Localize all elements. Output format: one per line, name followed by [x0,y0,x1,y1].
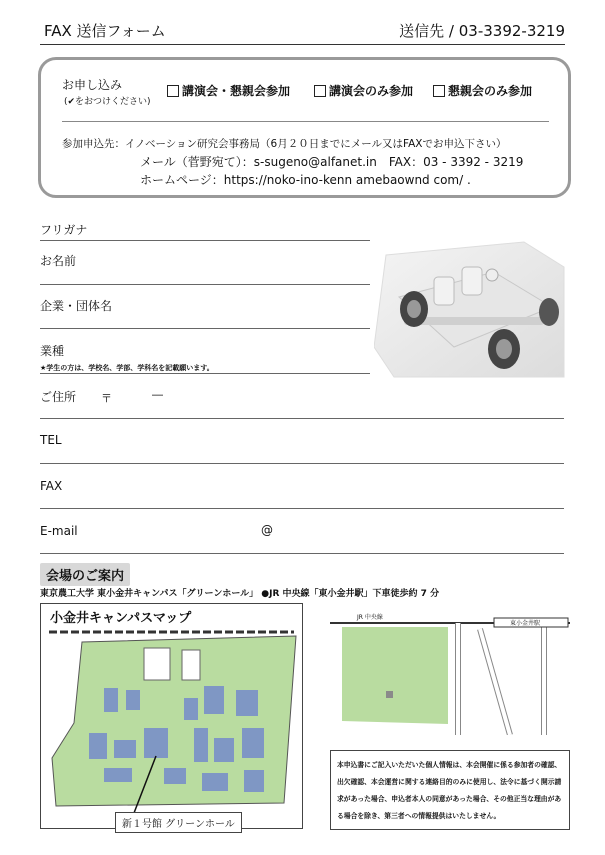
company-line[interactable] [40,328,370,329]
option-label: 講演会・懇親会参加 [182,84,291,98]
email-line[interactable] [40,553,564,554]
company-label: 企業・団体名 [40,299,113,313]
fax-destination: 送信先 / 03-3392-3219 [399,22,565,40]
fax-line[interactable] [40,508,564,509]
option-lecture-only[interactable] [314,82,413,99]
station-label: 東小金井駅 [510,620,541,627]
option-lecture-and-party[interactable] [167,82,290,99]
name-line[interactable] [40,284,370,285]
header-divider [40,44,565,45]
furigana-label: フリガナ [40,223,88,237]
box-divider [62,121,549,122]
industry-label: 業種 [40,344,65,358]
option-party-only[interactable] [433,82,532,99]
contact-line-1: 参加申込先：イノベーション研究会事務局（6月２０日までにメール又はFAXでお申込下さい） [62,138,507,150]
green-hall-callout: 新１号館 グリーンホール [115,812,242,833]
venue-description: 東京農工大学 東小金井キャンパス「グリーンホール」 ●JR 中央線「東小金井駅」下車徒歩約 7 分 [40,589,440,599]
tel-label: TEL [40,433,62,447]
furigana-line[interactable] [40,240,370,241]
venue-title: 会場のご案内 [40,563,130,586]
name-label: お名前 [40,254,77,268]
email-at: @ [261,523,273,537]
application-label: お申し込み [62,78,123,92]
application-note: (✔をおつけください) [64,97,151,107]
contact-line-3: ホームページ：https://noko-ino-kenn amebaownd com/ . [140,173,471,187]
address-label: ご住所 [40,390,77,404]
student-note: ★学生の方は、学校名、学部、学科名を記載願います。 [40,364,214,372]
contact-line-2: メール（菅野宛て）：s-sugeno@alfanet.in FAX：03 - 3392 - 3219 [140,155,524,169]
option-label: 懇親会のみ参加 [448,84,533,98]
email-label: E-mail [40,524,78,538]
postal-dash: ― [152,388,163,401]
privacy-notice: 本申込書にご記入いただいた個人情報は、本会開催に係る参加者の確認、出欠確認、本会運営に関する連絡目的のみに使用し、法令に基づく開示請求があった場合、申込者本人の同意があった場合、その他正当な理由がある場合を除き、第三者への情報提供はいたしません。 [330,750,570,830]
campus-map-title: 小金井キャンパスマップ [50,611,192,626]
address-line[interactable] [40,418,564,419]
checkbox[interactable] [314,85,326,97]
checkbox[interactable] [167,85,179,97]
industry-line[interactable] [40,373,370,374]
jr-line-label: JR 中央線 [357,614,383,621]
postal-mark: 〒 [101,392,112,405]
tel-line[interactable] [40,463,564,464]
area-map [330,609,570,735]
option-label: 講演会のみ参加 [329,84,414,98]
form-title: FAX 送信フォーム [44,22,166,40]
campus-map [44,628,299,826]
checkbox[interactable] [433,85,445,97]
fax-label: FAX [40,479,63,493]
car-illustration [374,237,567,380]
